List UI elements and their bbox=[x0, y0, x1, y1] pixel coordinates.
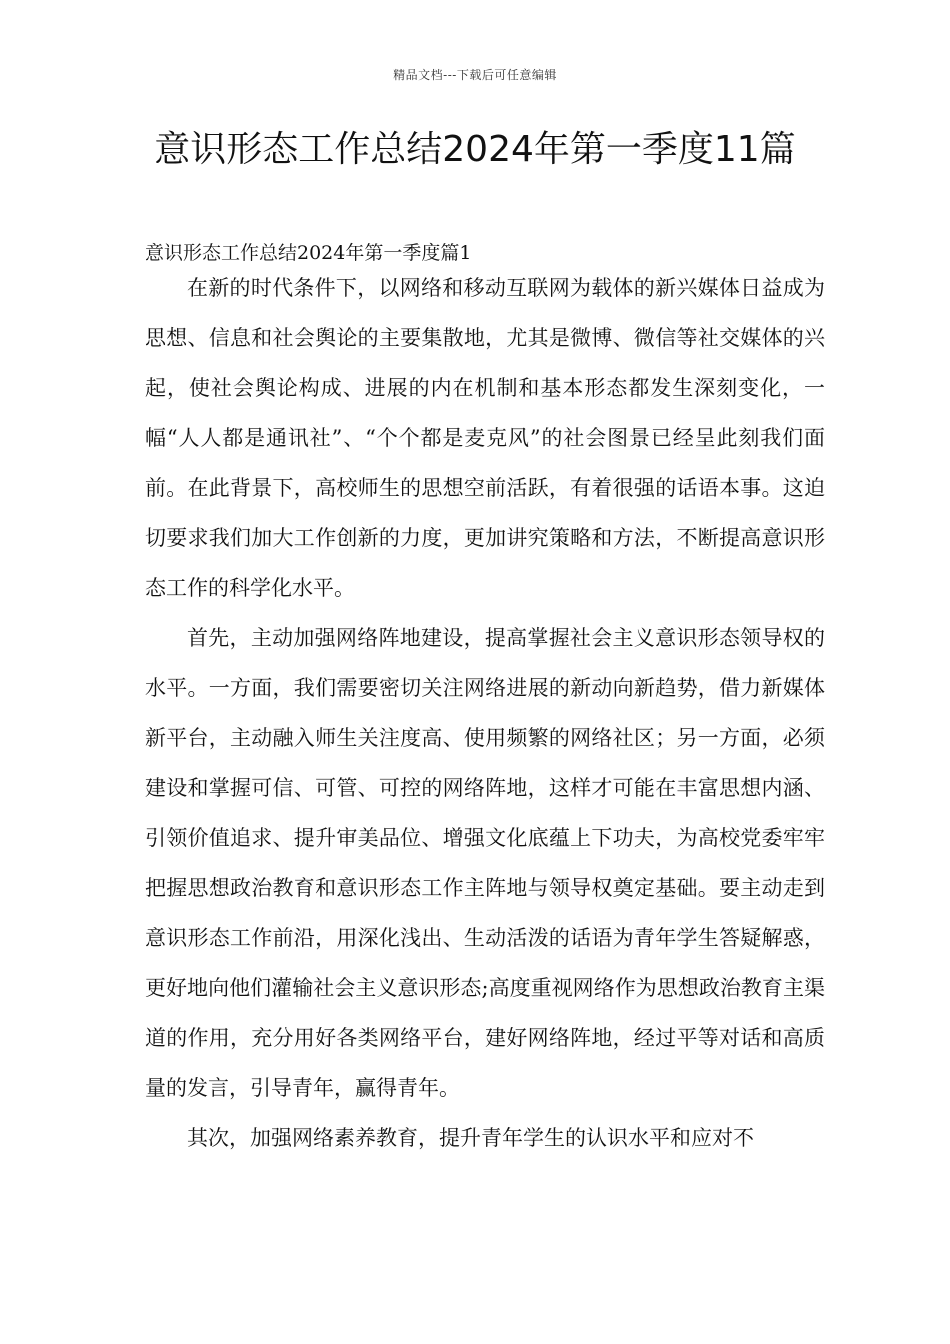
section-heading: 意识形态工作总结2024年第一季度篇1 bbox=[145, 242, 472, 264]
paragraph: 在新的时代条件下，以网络和移动互联网为载体的新兴媒体日益成为思想、信息和社会舆论的主要集散地，尤其是微博、微信等社交媒体的兴起，使社会舆论构成、进展的内在机制和基本形态都发生深刻变化，一幅“人人都是通讯社”、“个个都是麦克风”的社会图景已经呈此刻我们面前。在此背景下，高校师生的思想空前活跃，有着很强的话语本事。这迫切要求我们加大工作创新的力度，更加讲究策略和方法，不断提高意识形态工作的科学化水平。 bbox=[145, 276, 825, 600]
header-note: 精品文档---下载后可任意编辑 bbox=[393, 68, 557, 82]
paragraph: 首先，主动加强网络阵地建设，提高掌握社会主义意识形态领导权的水平。一方面，我们需要密切关注网络进展的新动向新趋势，借力新媒体新平台，主动融入师生关注度高、使用频繁的网络社区；另一方面，必须建设和掌握可信、可管、可控的网络阵地，这样才可能在丰富思想内涵、引领价值追求、提升审美品位、增强文化底蕴上下功夫，为高校党委牢牢把握思想政治教育和意识形态工作主阵地与领导权奠定基础。要主动走到意识形态工作前沿，用深化浅出、生动活泼的话语为青年学生答疑解惑，更好地向他们灌输社会主义意识形态;高度重视网络作为思想政治教育主渠道的作用，充分用好各类网络平台，建好网络阵地，经过平等对话和高质量的发言，引导青年，赢得青年。 bbox=[145, 626, 825, 1100]
paragraph: 其次，加强网络素养教育，提升青年学生的认识水平和应对不 bbox=[187, 1126, 754, 1150]
document-body bbox=[145, 263, 825, 1163]
document-title: 意识形态工作总结2024年第一季度11篇 bbox=[154, 129, 796, 170]
